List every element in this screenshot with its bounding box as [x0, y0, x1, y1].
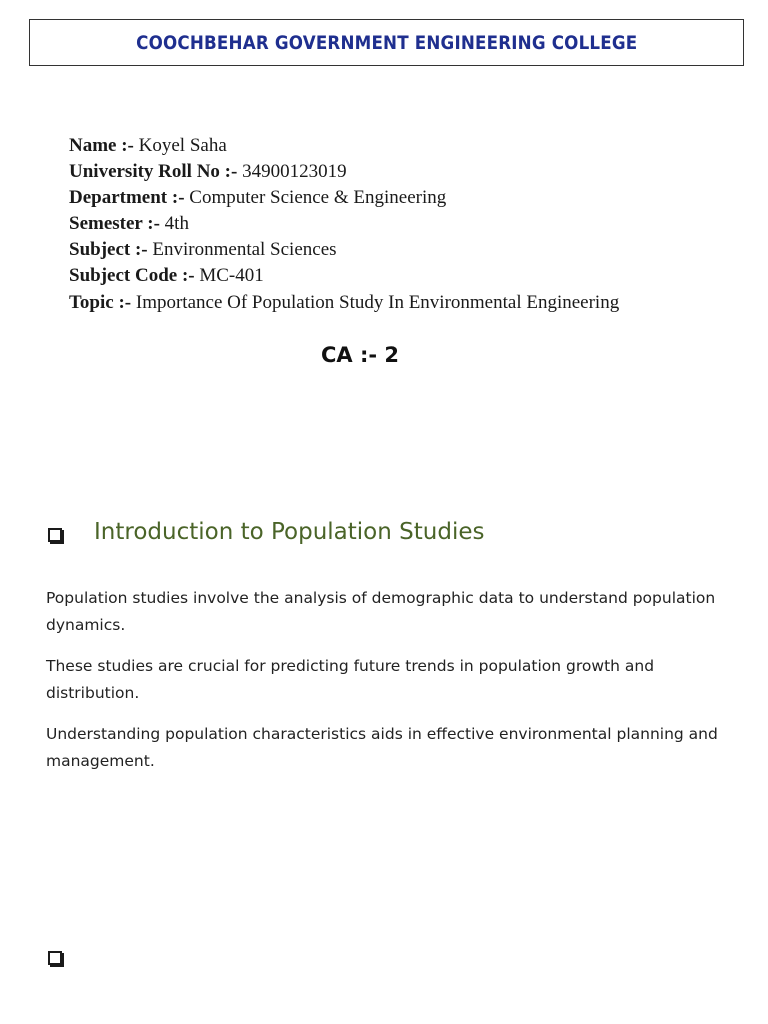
- detail-value: Computer Science & Engineering: [184, 187, 447, 209]
- college-name: COOCHBEHAR GOVERNMENT ENGINEERING COLLEGE: [135, 31, 638, 54]
- detail-row-roll-no: [69, 159, 619, 185]
- detail-value: Environmental Sciences: [147, 239, 337, 261]
- section-heading: Introduction to Population Studies: [94, 519, 485, 545]
- detail-value: 34900123019: [237, 161, 347, 183]
- detail-value: MC-401: [194, 265, 264, 287]
- detail-row-subject: [69, 237, 619, 263]
- student-details: [69, 133, 619, 316]
- detail-label: Subject :-: [69, 239, 148, 261]
- detail-row-name: [69, 133, 619, 159]
- detail-label: Name :-: [69, 135, 134, 156]
- detail-label: Topic :-: [69, 291, 132, 313]
- detail-row-department: [69, 185, 619, 211]
- detail-row-subject-code: [69, 263, 619, 289]
- paragraph: Population studies involve the analysis of demographic data to understand population dynamics.: [46, 589, 716, 634]
- paragraph: These studies are crucial for predicting future trends in population growth and distribution.: [46, 657, 655, 702]
- ca-title: CA :- 2: [320, 343, 399, 367]
- detail-value: Koyel Saha: [133, 135, 227, 156]
- college-header-box: [29, 19, 744, 66]
- detail-label: University Roll No :-: [69, 161, 238, 183]
- detail-row-topic: [69, 290, 619, 316]
- detail-label: Semester :-: [69, 213, 160, 235]
- detail-label: Department :-: [69, 187, 185, 209]
- square-bullet-icon: [48, 528, 62, 542]
- square-bullet-icon: [48, 951, 62, 965]
- detail-value: Importance Of Population Study In Environmental Engineering: [131, 291, 620, 313]
- detail-row-semester: [69, 211, 619, 237]
- detail-label: Subject Code :-: [69, 265, 195, 287]
- paragraph: Understanding population characteristics aids in effective environmental planning and management.: [46, 725, 718, 770]
- detail-value: 4th: [159, 213, 189, 235]
